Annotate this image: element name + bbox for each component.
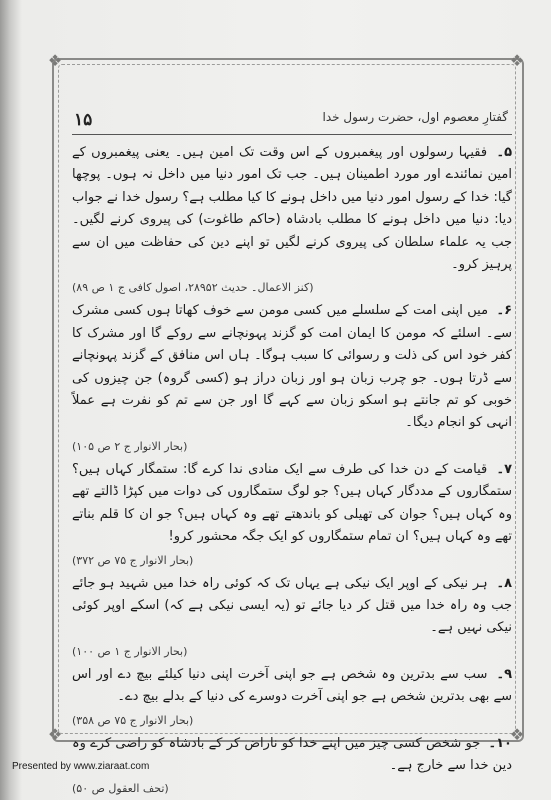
hadith-paragraph: [72, 142, 512, 276]
hadith-text: فقیہا رسولوں اور پیغمبروں کے اس وقت تک امین ہیں۔ یعنی پیغمبروں کے امین نمائندے اور مورد اطمینان ہیں۔ جب تک امور دنیا میں داخل نہ ہوں۔ پوچھا گیا: خدا کے رسول امور دنیا میں داخل ہونے کا کیا مطلب ہے؟ رسول خدا نے جواب دیا: دنیا میں داخل ہونے کا مطلب بادشاہ (حاکم طاغوت) کی پیروی کرنے لگیں۔ جب یہ علماء سلطان کی پیروی کرنے لگیں تو اپنے دین کی حفاظت میں ان سے پرہیز کرو۔: [72, 145, 512, 273]
hadith-reference: (بحار الانوار ج ۱ ص ۱۰۰): [72, 644, 188, 658]
footer-credit: Presented by www.ziaraat.com: [12, 761, 150, 772]
hadith-paragraph: [72, 300, 512, 434]
hadith-text: قیامت کے دن خدا کی طرف سے ایک منادی ندا کرے گا: ستمگار کہاں ہیں؟ ستمگاروں کے مددگار کہاں ہیں؟ جو لوگ ستمگاروں کی دوات میں کپڑا ڈالتے تھے وہ کہاں ہیں؟ جوان کی تھیلی کو باندھتے تھے وہ کہاں ہیں؟ جو ان کا قلم بناتے تھے وہ کہاں ہیں؟ ان تمام ستمگاروں کو ایک جگہ محشور کرو!: [72, 461, 512, 545]
corner-ornament-icon: ❖: [47, 725, 63, 744]
page-number: ۱۵: [74, 110, 93, 130]
page-header: [72, 108, 512, 135]
running-head: گفتارِ معصوم اول، حضرت رسول خدا: [322, 110, 508, 124]
hadith-paragraph: [72, 664, 512, 709]
hadith-reference: (بحار الانوار ج ۲ ص ۱۰۵): [72, 439, 188, 453]
hadith-number: ۸۔: [496, 575, 512, 591]
hadith-number: ۵۔: [496, 145, 512, 160]
hadith-number: ۶۔: [496, 303, 513, 319]
corner-ornament-icon: ❖: [509, 51, 525, 70]
hadith-reference: (بحار الانوار ج ۷۵ ص ۳۵۸): [72, 713, 194, 727]
corner-ornament-icon: ❖: [47, 51, 63, 70]
hadith-reference: (بحار الانوار ج ۷۵ ص ۳۷۲): [72, 553, 194, 567]
hadith-text: ہر نیکی کے اوپر ایک نیکی ہے یہاں تک کہ کوئی راہ خدا میں شہید ہو جائے جب وہ راہ خدا میں قتل کر دیا جائے تو (یہ ایسی نیکی ہے کہ) اسکے اوپر کوئی نیکی نہیں ہے۔: [72, 575, 512, 636]
hadith-reference: (کنز الاعمال۔ حدیث ۲۸۹۵۲، اصول کافی ج ۱ ص ۸۹): [72, 281, 314, 295]
hadith-number: ۱۰۔: [488, 735, 512, 751]
hadith-paragraph: [72, 573, 512, 640]
hadith-text: سب سے بدترین وہ شخص ہے جو اپنی آخرت اپنی دنیا کیلئے بیچ دے اور اس سے بھی بدترین شخص ہے جو اپنی آخرت دوسرے کی دنیا کے بدلے بیچ دے۔: [72, 666, 512, 705]
hadith-reference: (تحف العقول ص ۵۰): [72, 782, 169, 796]
hadith-paragraph: [72, 459, 512, 549]
hadith-text: میں اپنی امت کے سلسلے میں کسی مومن سے خوف کھاتا ہوں کسی مشرک سے۔ اسلئے کہ مومن کا ایمان امت کو گزند پہونچانے سے روکے گا اور مشرک کا کفر خود اس کی ذلت و رسوائی کا سبب ہوگا۔ ہاں اس منافق کے گزند پہونچانے سے ڈرتا ہوں۔ جو چرب زبان ہو اور زبان دراز ہو (کسی گروہ) جن چیزوں کی خوبی کو تم جانتے ہو اسکو زبان سے کہے گا اور جن سے تم کو نفرت ہے عملاً انہی کو انجام دیگا۔: [72, 303, 512, 431]
hadith-number: ۷۔: [496, 461, 512, 477]
hadith-text: جو شخص کسی چیز میں اپنے خدا کو ناراض کر کے بادشاہ کو راضی کرے وہ دین خدا سے خارج ہے۔: [72, 735, 512, 773]
hadith-number: ۹۔: [496, 666, 512, 682]
corner-ornament-icon: ❖: [509, 725, 525, 744]
